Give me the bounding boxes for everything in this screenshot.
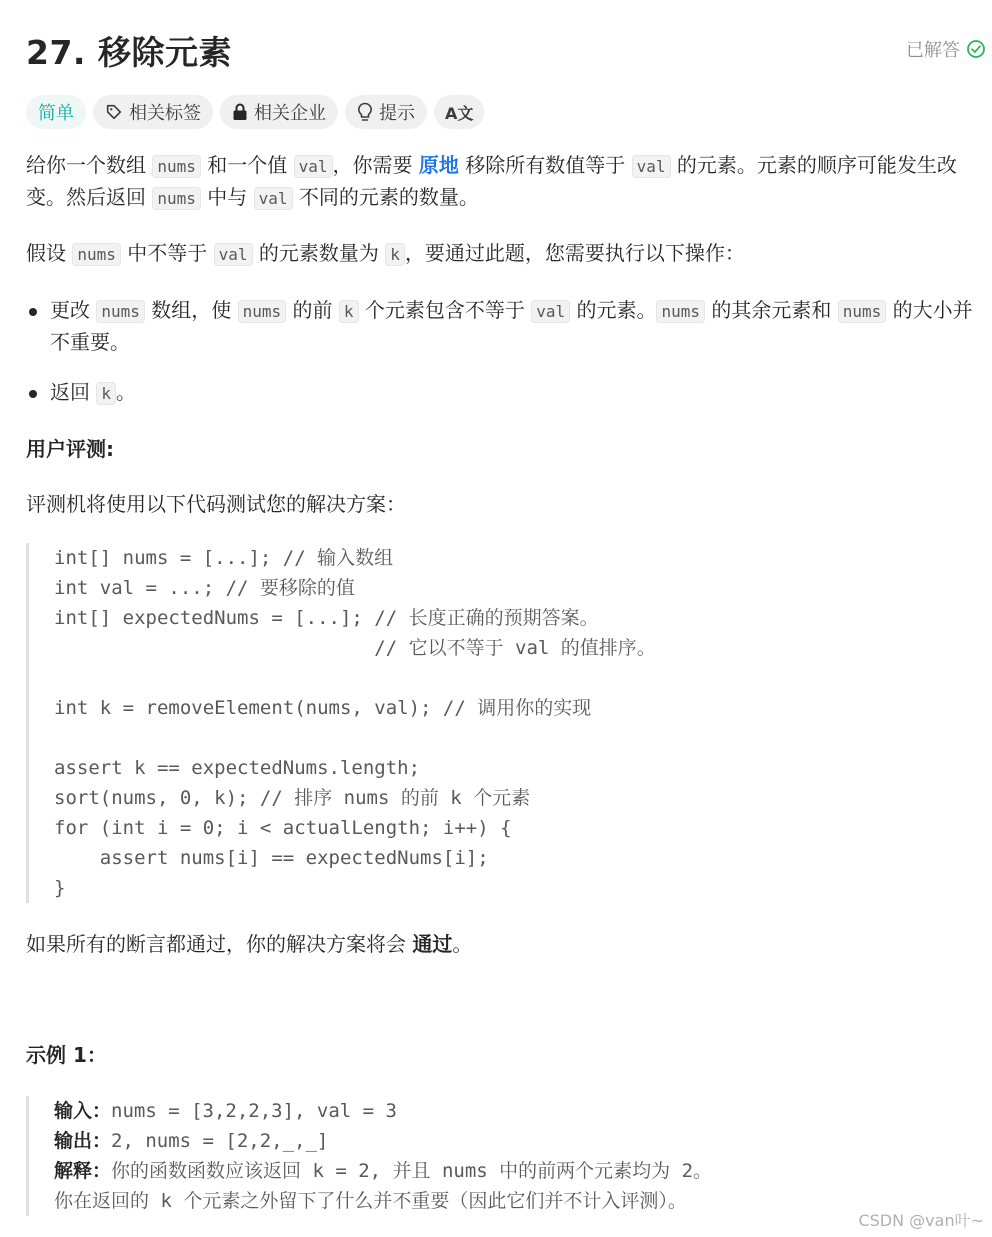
problem-description — [26, 150, 982, 1216]
code-line — [54, 663, 982, 693]
example-input-line — [54, 1096, 982, 1126]
list-item — [26, 295, 982, 358]
output-value: 2, nums = [2,2,_,_] — [111, 1130, 329, 1152]
code-line: int[] expectedNums = [...]; // 长度正确的预期答案。 — [54, 607, 599, 629]
pass-paragraph — [26, 929, 982, 960]
list-item — [26, 377, 982, 409]
requirement-list — [26, 295, 982, 409]
translate-button[interactable] — [434, 95, 484, 129]
lightbulb-icon — [357, 102, 373, 122]
text: ，要通过此题，您需要执行以下操作： — [404, 241, 745, 265]
hint-button[interactable] — [345, 95, 427, 129]
inline-code: val — [294, 155, 333, 178]
inline-code: val — [254, 187, 293, 210]
explain-text: 你在返回的 k 个元素之外留下了什么并不重要（因此它们并不计入评测）。 — [54, 1190, 687, 1212]
text: ，你需要 — [332, 153, 419, 177]
lock-icon — [232, 103, 248, 121]
input-label: 输入： — [54, 1100, 112, 1122]
text: 移除所有数值等于 — [458, 153, 632, 177]
text: 的元素。 — [570, 298, 657, 322]
in-place-link[interactable]: 原地 — [418, 153, 459, 177]
difficulty-tag[interactable] — [26, 95, 86, 129]
text: 中与 — [200, 185, 254, 209]
judge-heading: 用户评测: — [26, 437, 114, 461]
title-row — [26, 24, 986, 74]
code-line: int k = removeElement(nums, val); // 调用你的实现 — [54, 697, 592, 719]
text: 的元素。元素的顺序可能发生改变。然后返回 — [26, 153, 957, 209]
companies-tag-label: 相关企业 — [254, 103, 326, 124]
solved-label: 已解答 — [906, 40, 960, 61]
problem-title[interactable]: 27. 移除元素 — [26, 33, 232, 72]
output-label: 输出： — [54, 1130, 112, 1152]
inline-code: nums — [838, 300, 887, 323]
text: 数组，使 — [144, 298, 238, 322]
code-line: // 它以不等于 val 的值排序。 — [54, 637, 656, 659]
example-heading: 示例 1： — [26, 1043, 107, 1067]
hint-label: 提示 — [379, 103, 415, 124]
text: 更改 — [50, 298, 97, 322]
topics-tag-label: 相关标签 — [129, 103, 201, 124]
description-paragraph — [26, 150, 982, 214]
tag-bar — [26, 95, 484, 129]
example-block — [26, 1096, 982, 1216]
text: 中不等于 — [120, 241, 214, 265]
difficulty-label: 简单 — [38, 103, 74, 124]
explain-label: 解释： — [54, 1160, 112, 1182]
text: 给你一个数组 — [26, 153, 153, 177]
tag-icon — [105, 103, 123, 121]
inline-code: k — [96, 382, 116, 405]
code-line: assert nums[i] == expectedNums[i]; — [54, 847, 489, 869]
solved-status — [906, 36, 986, 62]
companies-tag-button[interactable] — [220, 95, 338, 129]
code-line: assert k == expectedNums.length; — [54, 757, 421, 779]
code-line: for (int i = 0; i < actualLength; i++) { — [54, 817, 512, 839]
code-line: } — [54, 877, 66, 899]
example-output-line — [54, 1126, 982, 1156]
text: 的前 — [286, 298, 339, 322]
inline-code: nums — [96, 300, 145, 323]
text: 和一个值 — [200, 153, 294, 177]
text: 个元素包含不等于 — [358, 298, 532, 322]
text: 假设 — [26, 241, 73, 265]
code-line: sort(nums, 0, k); // 排序 nums 的前 k 个元素 — [54, 787, 531, 809]
inline-code: val — [632, 155, 671, 178]
translate-icon: A文 — [445, 103, 474, 123]
judge-text: 评测机将使用以下代码测试您的解决方案： — [26, 492, 406, 516]
inline-code: nums — [656, 300, 705, 323]
text: 的元素数量为 — [252, 241, 386, 265]
watermark: CSDN @van叶~ — [858, 1211, 984, 1230]
inline-code: nums — [152, 155, 201, 178]
topics-tag-button[interactable] — [93, 95, 213, 129]
description-paragraph — [26, 238, 982, 270]
text: 不同的元素的数量。 — [292, 185, 479, 209]
text: 。 — [452, 932, 473, 956]
code-line: int val = ...; // 要移除的值 — [54, 577, 355, 599]
pass-bold: 通过 — [412, 932, 453, 956]
inline-code: nums — [238, 300, 287, 323]
text: 返回 — [50, 380, 97, 404]
example-explain-line — [54, 1156, 982, 1186]
code-line: int[] nums = [...]; // 输入数组 — [54, 547, 394, 569]
inline-code: k — [339, 300, 359, 323]
code-line — [54, 723, 982, 753]
inline-code: nums — [72, 243, 121, 266]
inline-code: val — [214, 243, 253, 266]
text: 的其余元素和 — [705, 298, 838, 322]
text: 。 — [116, 380, 136, 404]
text: 如果所有的断言都通过，你的解决方案将会 — [26, 932, 413, 956]
inline-code: k — [385, 243, 405, 266]
check-circle-icon — [966, 39, 986, 59]
inline-code: nums — [152, 187, 201, 210]
explain-text: 你的函数函数应该返回 k = 2, 并且 nums 中的前两个元素均为 2。 — [111, 1160, 713, 1182]
input-value: nums = [3,2,2,3], val = 3 — [111, 1100, 397, 1122]
inline-code: val — [531, 300, 570, 323]
example-explain-line — [54, 1186, 982, 1216]
text: 的大小并不重要。 — [50, 298, 973, 354]
judge-code-block — [26, 543, 982, 903]
